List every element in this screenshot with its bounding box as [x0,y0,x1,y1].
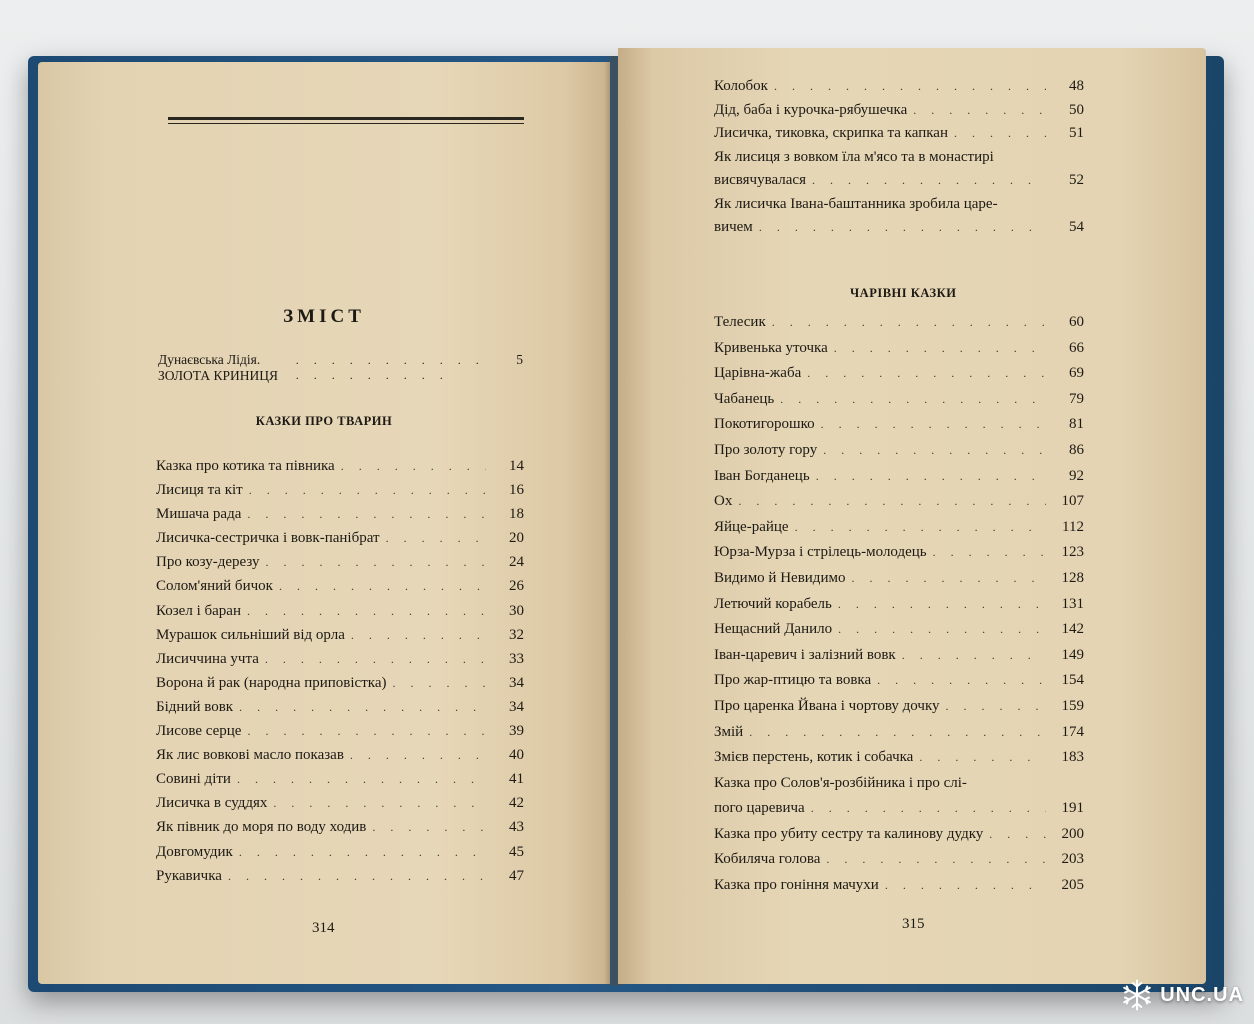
toc-entry-page: 128 [1061,569,1084,586]
dot-leader [237,772,486,787]
toc-entry-page: 123 [1061,544,1084,561]
toc-entry-title: Ворона й рак (народна приповістка) [156,674,387,691]
toc-entry-page: 39 [509,723,524,740]
toc-entry-page: 20 [509,530,524,547]
toc-entry-title: Як лис вовкові масло показав [156,747,344,764]
dot-leader [247,604,486,619]
dot-leader [913,103,1046,118]
page-number-left: 314 [312,920,335,936]
toc-entry-page: 149 [1061,646,1084,663]
toc-entry-title: Колобок [714,78,768,94]
dot-leader [239,845,486,860]
toc-entry-title: Казка про убиту сестру та калинову дудку [714,825,984,842]
toc-entry-page: 183 [1061,749,1084,766]
toc-entry-title: Про золоту гору [714,441,818,458]
toc-entry-title: Лисиця та кіт [156,482,243,499]
toc-entry-title: Дід, баба і курочка-рябушечка [714,101,908,118]
toc-entry-title: Мурашок сильніший від орла [156,626,345,643]
toc-entry-title: Мишача рада [156,506,242,523]
toc-entry-title: Лисиччина учта [156,650,259,667]
toc-entry-page: 205 [1061,877,1084,894]
toc-entry-title: Про царенка Йвана і чортову дочку [714,697,940,714]
toc-entry [714,570,1084,596]
toc-entry-title: Кривенька уточка [714,339,828,356]
toc-entry-page: 79 [1069,390,1084,407]
toc-entry-title: Летючий корабель [714,595,832,612]
toc-entry [156,482,524,506]
toc-entry [714,493,1084,519]
toc-entry-page: 18 [509,506,524,523]
toc-entry-title: пого царевича [714,800,805,817]
toc-entry [714,78,1084,102]
toc-entry-page: 14 [509,458,524,474]
dot-leader [811,801,1046,816]
section-heading-animal-tales: КАЗКИ ПРО ТВАРИН [255,414,393,428]
toc-entry-title: висвячувалася [714,172,806,188]
toc-entry-page: 33 [509,650,524,667]
dot-leader [877,673,1046,688]
toc-entry [714,596,1084,622]
watermark-text: UNC.UA [1160,983,1244,1006]
dot-leader [780,392,1046,407]
toc-entry-page: 131 [1061,595,1084,612]
dot-leader [247,724,486,739]
snowflake-icon [1120,978,1154,1012]
toc-entry-title: Лисове серце [156,723,242,740]
toc-entry-page: 81 [1069,416,1084,433]
toc-entry [714,442,1084,468]
toc-entry [714,826,1084,852]
dot-leader [772,315,1046,330]
dot-leader [851,571,1046,586]
toc-entry-title: Про жар-птицю та вовка [714,672,872,689]
toc-entry-title: Видимо й Невидимо [714,569,846,586]
dot-leader [759,220,1046,235]
dot-leader [749,725,1046,740]
toc-entry-page: 45 [509,843,524,860]
toc-entry [714,172,1084,196]
toc-entry [156,819,524,843]
watermark [1120,978,1244,1012]
dot-leader [933,545,1046,560]
decorative-rule [168,117,524,124]
toc-entry [714,416,1084,442]
dot-leader [774,79,1046,94]
dot-leader [341,459,486,474]
toc-entry-page: 66 [1069,339,1084,356]
toc-entry [714,468,1084,494]
toc-entry [714,877,1084,903]
toc-entry-page: 54 [1069,219,1084,235]
toc-entry-title-line: Як лисичка Івана-баштанника зробила царе- [714,195,998,212]
toc-entry-title: Дунаєвська Лідія. ЗОЛОТА КРИНИЦЯ [158,352,278,383]
toc-entry-title: Юрза-Мурза і стрілець-молодець [714,544,927,561]
toc-entry-title: Про козу-дерезу [156,554,260,571]
toc-entry-page: 174 [1061,723,1084,740]
page-number-right: 315 [902,916,925,932]
left-page [38,62,610,984]
toc-entry [714,672,1084,698]
toc-entry [156,578,524,602]
toc-entry-page: 142 [1061,621,1084,638]
dot-leader [989,827,1046,842]
toc-entry-title: Лисичка-сестричка і вовк-панібрат [156,530,380,547]
toc-entry-title: Казка про гоніння мачухи [714,877,879,894]
toc-entry-title: Яйце-райце [714,518,789,535]
toc-entry-page: 47 [509,867,524,884]
dot-leader [393,676,487,691]
toc-entry-title-line: Як лисиця з вовком їла м'ясо та в монастирі [714,148,994,165]
dot-leader [351,628,486,643]
toc-entry-page: 203 [1061,851,1084,868]
dot-leader [386,531,486,546]
dot-leader [946,699,1046,714]
toc-entry-title: Чабанець [714,390,775,407]
dot-leader [372,820,486,835]
toc-entry-page: 191 [1061,800,1084,817]
dot-leader [821,417,1046,432]
dot-leader [826,852,1046,867]
toc-entry [156,747,524,771]
dot-leader [954,126,1046,141]
toc-entry-intro [158,352,523,384]
dot-leader [228,869,486,884]
toc-entry-page: 107 [1061,493,1084,510]
toc-entry-title: Бідний вовк [156,698,234,715]
toc-entry [714,621,1084,647]
toc-entry [714,749,1084,775]
dot-leader [823,443,1046,458]
toc-entry-page: 30 [509,602,524,619]
toc-entry-page: 48 [1069,78,1084,94]
toc-entry-page: 41 [509,771,524,788]
dot-leader [273,796,486,811]
toc-entry [714,647,1084,673]
dot-leader [919,750,1046,765]
toc-entry-page: 50 [1069,101,1084,118]
dot-leader [265,652,486,667]
dot-leader [838,622,1046,637]
toc-entry-page: 5 [516,352,523,367]
toc-entry [714,544,1084,570]
dot-leader [816,469,1046,484]
toc-entry-page: 34 [509,698,524,715]
toc-entry-title: Змій [714,723,744,740]
toc-entry [714,851,1084,877]
toc-entry [156,844,524,868]
toc-entry [156,530,524,554]
toc-entry-title: Кобиляча голова [714,851,821,868]
toc-list-right-top [714,78,1084,243]
toc-entry-title: Солом'яний бичок [156,578,273,595]
toc-entry-page: 200 [1061,825,1084,842]
toc-entry-page: 92 [1069,467,1084,484]
toc-entry-page: 154 [1061,672,1084,689]
contents-title: ЗМІСТ [283,306,365,327]
dot-leader [812,173,1046,188]
toc-entry [714,125,1084,149]
toc-entry-page: 24 [509,554,524,571]
toc-entry-page: 112 [1062,518,1084,535]
toc-entry-title-line: Казка про Солов'я-розбійника і про слі- [714,774,967,791]
toc-entry-page: 86 [1069,441,1084,458]
toc-entry [714,219,1084,243]
toc-entry-title: Рукавичка [156,867,222,884]
toc-entry [156,603,524,627]
toc-entry-title: Лисичка, тиковка, скрипка та капкан [714,125,948,141]
toc-entry-title: Казка про котика та півника [156,458,335,474]
toc-entry-page: 32 [509,626,524,643]
toc-entry [156,723,524,747]
toc-entry-title: Іван-царевич і залізний вовк [714,646,896,663]
toc-entry [714,314,1084,340]
toc-list-right [714,314,1084,903]
toc-entry [714,519,1084,545]
toc-entry-page: 43 [509,819,524,836]
toc-entry [714,698,1084,724]
right-page [618,48,1206,984]
dot-leader [902,648,1046,663]
toc-entry [156,795,524,819]
toc-entry-title: Змієв перстень, котик і собачка [714,749,914,766]
toc-entry [156,771,524,795]
toc-entry [156,458,524,482]
toc-entry [156,554,524,578]
toc-entry-title: Телесик [714,314,766,330]
toc-entry-page: 34 [509,674,524,691]
toc-entry [714,102,1084,126]
dot-leader [239,700,486,715]
toc-entry-page: 16 [509,482,524,499]
toc-entry-title: Іван Богданець [714,467,810,484]
toc-entry [156,651,524,675]
dot-leader [885,878,1046,893]
dot-leader [738,494,1046,509]
toc-entry-page: 51 [1069,125,1084,141]
toc-entry-title: вичем [714,219,753,235]
toc-entry-title: Царівна-жаба [714,365,802,382]
toc-entry-page: 26 [509,578,524,595]
dot-leader [265,555,486,570]
dot-leader [350,748,486,763]
toc-entry [156,506,524,530]
dot-leader [807,366,1046,381]
toc-entry-title: Довгомудик [156,843,233,860]
section-heading-magic-tales: ЧАРІВНІ КАЗКИ [850,286,957,300]
dot-leader [247,507,486,522]
toc-entry-page: 52 [1069,172,1084,188]
toc-entry [156,699,524,723]
dot-leader [249,483,486,498]
toc-entry [714,800,1084,826]
toc-entry-title: Нещасний Данило [714,621,833,638]
dot-leader [795,520,1046,535]
toc-entry-title: Покотигорошко [714,416,815,433]
toc-entry [714,365,1084,391]
toc-entry-page: 60 [1069,314,1084,330]
dot-leader [838,597,1046,612]
toc-entry-title: Лисичка в суддях [156,795,268,812]
toc-list-left [156,458,524,892]
toc-entry-title: Козел і баран [156,602,241,619]
toc-entry-page: 69 [1069,365,1084,382]
toc-entry [156,868,524,892]
toc-entry-page: 40 [509,747,524,764]
toc-entry-page: 159 [1061,697,1084,714]
toc-entry-page: 42 [509,795,524,812]
toc-entry [714,724,1084,750]
toc-entry-title: Як півник до моря по воду ходив [156,819,367,836]
dot-leader: . . . . . . . . . . . . . . . . . . . . [295,353,485,382]
toc-entry [156,627,524,651]
dot-leader [834,341,1046,356]
toc-entry-title: Ох [714,493,733,510]
dot-leader [279,579,486,594]
toc-entry-title: Совині діти [156,771,231,788]
toc-entry [156,675,524,699]
toc-entry [714,391,1084,417]
toc-entry [714,340,1084,366]
